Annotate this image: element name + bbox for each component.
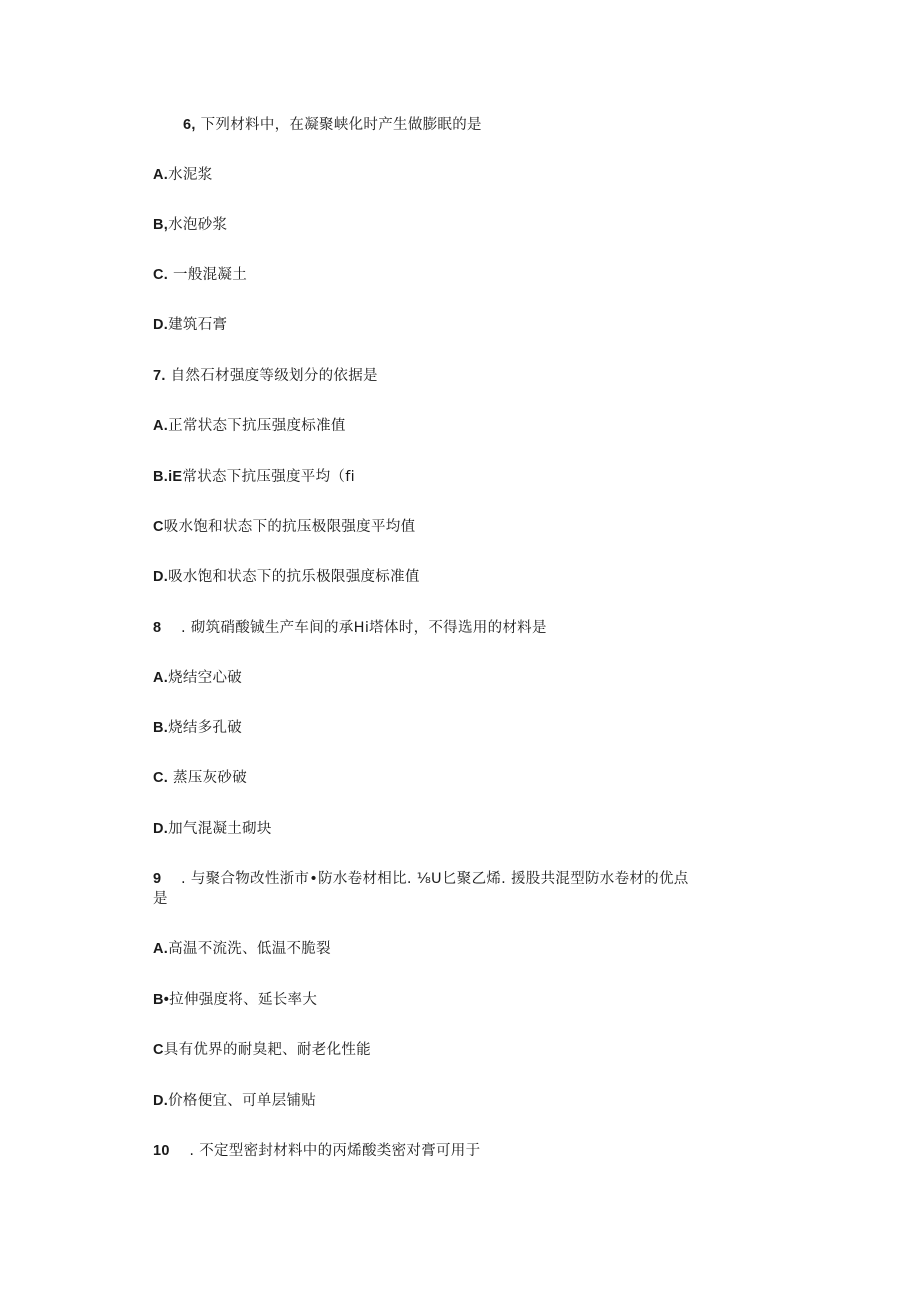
option-text: 正常状态下抗压强度标准值 (168, 418, 346, 434)
option-c (153, 517, 415, 537)
option-letter: D. (153, 317, 169, 333)
option-letter: D. (153, 569, 169, 585)
option-text: 烧结多孔破 (168, 720, 243, 736)
option-text: 常状态下抗压强度平均（fi (182, 469, 355, 485)
question-text-line2: 是 (153, 891, 168, 907)
option-text: 水泥浆 (168, 167, 213, 183)
question-9-continued (153, 889, 168, 909)
option-letter: B. (153, 720, 169, 736)
option-text: 加气混凝土砌块 (168, 821, 272, 837)
question-8 (153, 618, 547, 638)
question-text: . 不定型密封材料中的丙烯酸类密对膏可用于 (189, 1143, 481, 1159)
option-letter: C. (153, 267, 169, 283)
option-letter: A. (153, 941, 169, 957)
option-letter: C. (153, 770, 169, 786)
question-9 (153, 869, 689, 889)
option-b (153, 215, 227, 235)
option-c (153, 768, 247, 788)
question-text: 下列材料中，在凝聚峡化时产生做膨眠的是 (200, 117, 482, 133)
option-a (153, 939, 331, 959)
question-number: 6, (183, 117, 196, 133)
option-text: 拉伸强度将、延长率大 (169, 992, 318, 1008)
option-letter: C (153, 519, 164, 535)
option-letter: B.iE (153, 469, 183, 485)
option-text: 价格便宜、可单层铺贴 (168, 1093, 317, 1109)
option-text: 水泡砂浆 (168, 217, 228, 233)
option-letter: D. (153, 821, 169, 837)
question-6 (183, 115, 482, 135)
option-text: 吸水饱和状态下的抗乐极限强度标准值 (168, 569, 420, 585)
option-b (153, 467, 355, 487)
option-d (153, 567, 420, 587)
option-text: 建筑石膏 (168, 317, 228, 333)
question-7 (153, 366, 378, 386)
option-letter: A. (153, 418, 169, 434)
option-c (153, 265, 247, 285)
option-text: 蒸压灰砂破 (173, 770, 248, 786)
question-text-line1: . 与聚合物改性浙市•防水卷材相比. ⅛U匕聚乙烯. 援股共混型防水卷材的优点 (181, 871, 689, 887)
question-number: 10 (153, 1143, 170, 1159)
option-text: 具有优界的耐臭耙、耐老化性能 (163, 1042, 371, 1058)
question-text: . 砌筑硝酸铖生产车间的承Hi塔体时，不得选用的材料是 (181, 620, 547, 636)
option-d (153, 819, 272, 839)
option-b (153, 718, 242, 738)
option-b (153, 990, 317, 1010)
question-10 (153, 1141, 480, 1161)
question-number: 7. (153, 368, 166, 384)
question-text: 自然石材强度等级划分的依据是 (170, 368, 378, 384)
option-c (153, 1040, 371, 1060)
option-letter: A. (153, 670, 169, 686)
option-text: 烧结空心破 (168, 670, 243, 686)
option-a (153, 416, 346, 436)
option-d (153, 315, 227, 335)
option-letter: B• (153, 992, 170, 1008)
question-number: 9 (153, 871, 162, 887)
question-number: 8 (153, 620, 162, 636)
option-letter: C (153, 1042, 164, 1058)
option-text: 吸水饱和状态下的抗压极限强度平均值 (163, 519, 416, 535)
option-letter: D. (153, 1093, 169, 1109)
option-a (153, 165, 213, 185)
option-letter: A. (153, 167, 169, 183)
option-letter: B, (153, 217, 169, 233)
option-d (153, 1091, 316, 1111)
option-text: 一般混凝土 (173, 267, 248, 283)
option-a (153, 668, 242, 688)
option-text: 高温不流洗、低温不脆裂 (168, 941, 331, 957)
